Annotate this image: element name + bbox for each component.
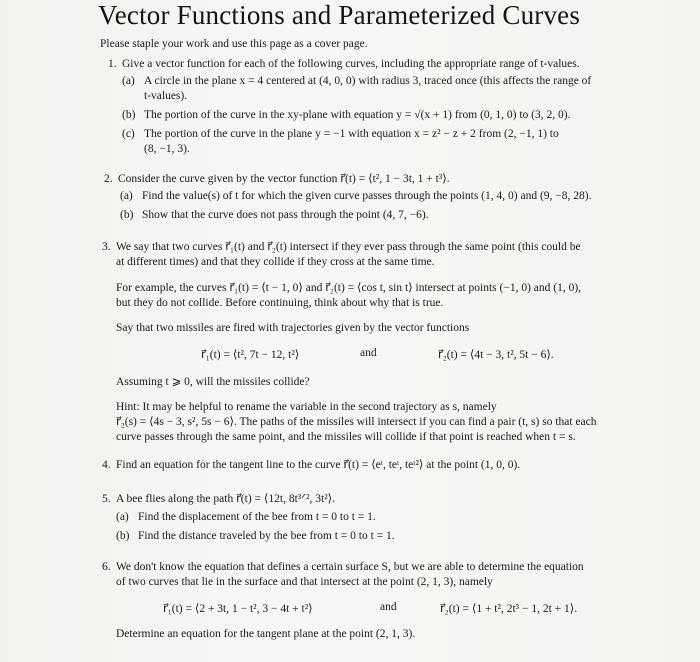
q1-c bbox=[122, 127, 559, 142]
q3-line1: We say that two curves r⃗₁(t) and r⃗₂(t) intersect if they ever pass through the same point (this could be bbox=[116, 241, 581, 253]
q2-b bbox=[120, 208, 429, 223]
q1-a-line2: t-values). bbox=[144, 90, 188, 102]
q6-line2: of two curves that lie in the surface and that intersect at the point (2, 1, 3), namely bbox=[116, 576, 493, 588]
q6-equation-1: r⃗₁(t) = ⟨2 + 3t, 1 − t², 3 − 4t + t²⟩ bbox=[163, 603, 313, 615]
q2-a-line1: Find the value(s) of t for which the given curve passes through the points (1, 4, 0) and (9, −8, 28). bbox=[142, 190, 592, 202]
q2-b-line1: Show that the curve does not pass through the point (4, 7, −6). bbox=[142, 209, 429, 221]
q3-hint-line1: Hint: It may be helpful to rename the variable in the second trajectory as s, namely bbox=[116, 401, 497, 413]
q2-a-label: (a) bbox=[120, 190, 133, 202]
q3-and: and bbox=[360, 347, 377, 359]
q5-b bbox=[116, 529, 395, 544]
q6-equation-2: r⃗₂(t) = ⟨1 + t², 2t³ − 1, 2t + 1⟩. bbox=[440, 603, 578, 615]
q6-and: and bbox=[380, 601, 397, 613]
q3-line2: at different times) and that they collide if they cross at the same time. bbox=[116, 256, 435, 268]
q5-a bbox=[116, 510, 376, 525]
q2-b-label: (b) bbox=[120, 209, 134, 221]
q3-say: Say that two missiles are fired with trajectories given by the vector functions bbox=[116, 322, 470, 334]
q3-assume: Assuming t ⩾ 0, will the missiles collide? bbox=[116, 376, 310, 388]
q1-c-line2: (8, −1, 3). bbox=[144, 143, 190, 155]
q1-a bbox=[122, 74, 591, 89]
q5-b-line1: Find the distance traveled by the bee from t = 0 to t = 1. bbox=[138, 530, 395, 542]
q1-c-label: (c) bbox=[122, 128, 135, 140]
q1-b-line1: The portion of the curve in the xy-plane with equation y = √(x + 1) from (0, 1, 0) to (3, 2, 0). bbox=[144, 109, 571, 121]
q2-a bbox=[120, 189, 591, 204]
q6-line1: We don't know the equation that defines a certain surface S, but we are able to determine the equation bbox=[116, 561, 584, 573]
page-title: Vector Functions and Parameterized Curves bbox=[98, 0, 581, 30]
q4-text: Find an equation for the tangent line to the curve r⃗(t) = ⟨eᵗ, teᵗ, teᵗ²⟩ at the point (1, 0, 0). bbox=[116, 459, 521, 471]
q1-a-label: (a) bbox=[122, 75, 135, 87]
q3-example-line1: For example, the curves r⃗₁(t) = ⟨t − 1, 0⟩ and r⃗₂(t) = ⟨cos t, sin t⟩ intersect at points (−1, 0) and (1, 0), bbox=[116, 282, 582, 294]
q3-hint-line3: curve passes through the same point, and the missiles will collide if that point is reached when t = s. bbox=[116, 431, 576, 443]
q3-example-line2: but they do not collide. Before continuing, think about why that is true. bbox=[116, 297, 444, 309]
q1-b bbox=[122, 108, 570, 123]
q5-a-line1: Find the displacement of the bee from t = 0 to t = 1. bbox=[138, 511, 376, 523]
q1-text: Give a vector function for each of the following curves, including the appropriate range of t-values. bbox=[122, 58, 580, 70]
q5-a-label: (a) bbox=[116, 511, 129, 523]
q1-number: 1. bbox=[108, 58, 117, 70]
q6-number: 6. bbox=[102, 561, 111, 573]
q2-text: Consider the curve given by the vector function r⃗(t) = ⟨t², 1 − 3t, 1 + t³⟩. bbox=[118, 173, 450, 185]
q4-number: 4. bbox=[102, 459, 111, 471]
q5-number: 5. bbox=[102, 493, 111, 505]
q3-equation-1: r⃗₁(t) = ⟨t², 7t − 12, t²⟩ bbox=[201, 349, 300, 361]
q1-c-line1: The portion of the curve in the plane y = −1 with equation x = z² − z + 2 from (2, −1, 1) to bbox=[144, 128, 559, 140]
q5-text: A bee flies along the path r⃗(t) = ⟨12t, 8t³ᐟ², 3t²⟩. bbox=[116, 493, 336, 505]
q5-b-label: (b) bbox=[116, 530, 130, 542]
q3-number: 3. bbox=[102, 241, 111, 253]
q3-equation-2: r⃗₂(t) = ⟨4t − 3, t², 5t − 6⟩. bbox=[438, 349, 554, 361]
q1-b-label: (b) bbox=[122, 109, 136, 121]
q6-last: Determine an equation for the tangent plane at the point (2, 1, 3). bbox=[116, 628, 416, 640]
cover-note: Please staple your work and use this page as a cover page. bbox=[100, 38, 368, 50]
q1-a-line1: A circle in the plane x = 4 centered at (4, 0, 0) with radius 3, traced once (this affects the range of bbox=[144, 75, 592, 87]
q3-hint-line2: r⃗₂(s) = ⟨4s − 3, s², 5s − 6⟩. The paths of the missiles will intersect if you can find a pair (t, s) so that each bbox=[116, 416, 597, 428]
q2-number: 2. bbox=[104, 173, 113, 185]
